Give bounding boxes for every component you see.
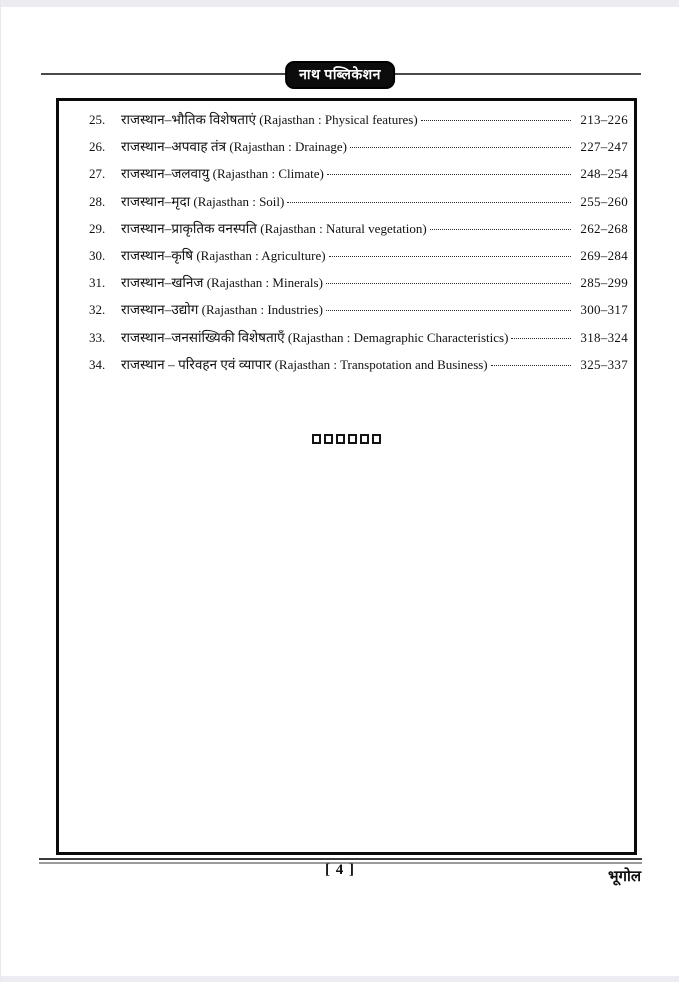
entry-page-range: 213–226 bbox=[580, 112, 628, 127]
entry-title-hindi: राजस्थान–प्राकृतिक वनस्पति bbox=[121, 220, 257, 236]
entry-title bbox=[121, 164, 324, 182]
entry-title-english: (Rajasthan : Transpotation and Business) bbox=[274, 356, 488, 372]
entry-number: 26. bbox=[89, 139, 106, 155]
entry-title-hindi: राजस्थान–उद्योग bbox=[121, 302, 199, 318]
dot-leader bbox=[430, 229, 571, 230]
entry-page-range: 269–284 bbox=[580, 247, 628, 263]
dot-leader bbox=[326, 310, 571, 311]
entry-page-range: 227–247 bbox=[580, 139, 628, 155]
entry-page-range: 300–317 bbox=[580, 302, 628, 318]
entry-title-english: (Rajasthan : Climate) bbox=[212, 166, 324, 182]
dot-leader bbox=[326, 283, 571, 284]
toc-entry bbox=[59, 137, 634, 164]
entry-title-hindi: राजस्थान–अपवाह तंत्र bbox=[121, 139, 227, 155]
entry-number: 28. bbox=[89, 193, 106, 209]
entry-title-hindi: राजस्थान–मृदा bbox=[121, 193, 191, 209]
page-number: [ 4 ] bbox=[325, 862, 355, 878]
entry-title-hindi: राजस्थान – परिवहन एवं व्यापार bbox=[121, 356, 272, 372]
entry-title bbox=[121, 328, 508, 346]
dot-leader bbox=[350, 147, 571, 148]
entry-page-range: 248–254 bbox=[580, 166, 628, 182]
entry-title-english: (Rajasthan : Drainage) bbox=[229, 139, 347, 155]
entry-title-hindi: राजस्थान–जलवायु bbox=[121, 166, 210, 182]
entry-title-english: (Rajasthan : Industries) bbox=[201, 302, 323, 318]
toc-entry bbox=[59, 328, 634, 355]
entry-title-english: (Rajasthan : Demagraphic Characteristics) bbox=[287, 329, 509, 345]
entry-page-range: 262–268 bbox=[580, 220, 628, 236]
publisher-badge: नाथ पब्लिकेशन bbox=[285, 61, 395, 89]
section-end-squares bbox=[59, 434, 634, 444]
entry-page-range: 255–260 bbox=[580, 193, 628, 209]
entry-number: 31. bbox=[89, 275, 106, 291]
toc-entry bbox=[59, 219, 634, 246]
entry-number: 27. bbox=[89, 166, 106, 182]
toc-entry bbox=[59, 164, 634, 191]
entry-title bbox=[121, 300, 323, 318]
entry-title-hindi: राजस्थान–जनसांख्यिकी विशेषताएँ bbox=[121, 329, 285, 345]
dot-leader bbox=[327, 174, 571, 175]
entry-number: 33. bbox=[89, 329, 106, 345]
entry-title bbox=[121, 110, 418, 128]
entry-title-english: (Rajasthan : Natural vegetation) bbox=[260, 220, 427, 236]
entry-title bbox=[121, 246, 326, 264]
entry-number: 30. bbox=[89, 247, 106, 263]
toc-entry bbox=[59, 355, 634, 382]
entry-title-hindi: राजस्थान–भौतिक विशेषताएं bbox=[121, 112, 256, 127]
entry-title-english: (Rajasthan : Minerals) bbox=[206, 275, 323, 291]
entry-page-range: 318–324 bbox=[580, 329, 628, 345]
entry-title-english: (Rajasthan : Agriculture) bbox=[196, 247, 326, 263]
entry-number: 32. bbox=[89, 302, 106, 318]
square-icon bbox=[312, 434, 321, 444]
square-icon bbox=[372, 434, 381, 444]
scan-edge-top bbox=[1, 0, 679, 7]
dot-leader bbox=[511, 338, 571, 339]
entry-number: 34. bbox=[89, 356, 106, 372]
toc-entry bbox=[59, 110, 634, 137]
square-icon bbox=[360, 434, 369, 444]
dot-leader bbox=[491, 365, 571, 366]
entry-number: 25. bbox=[89, 112, 106, 127]
dot-leader bbox=[421, 120, 571, 121]
entry-title-hindi: राजस्थान–कृषि bbox=[121, 247, 194, 263]
toc-box bbox=[56, 98, 637, 855]
dot-leader bbox=[329, 256, 571, 257]
book-title: भूगोल bbox=[607, 869, 641, 885]
entry-number: 29. bbox=[89, 220, 106, 236]
entry-title bbox=[121, 137, 347, 155]
entry-title-hindi: राजस्थान–खनिज bbox=[121, 275, 204, 291]
entry-title-english: (Rajasthan : Physical features) bbox=[259, 112, 418, 127]
scan-edge-bottom bbox=[1, 976, 679, 982]
entry-title bbox=[121, 219, 427, 237]
dot-leader bbox=[287, 202, 571, 203]
square-icon bbox=[324, 434, 333, 444]
entry-title-english: (Rajasthan : Soil) bbox=[193, 193, 285, 209]
square-icon bbox=[336, 434, 345, 444]
entry-title bbox=[121, 273, 323, 291]
toc-entry bbox=[59, 192, 634, 219]
toc-list bbox=[59, 101, 634, 382]
entry-page-range: 285–299 bbox=[580, 275, 628, 291]
toc-entry bbox=[59, 300, 634, 327]
entry-title bbox=[121, 355, 488, 373]
entry-page-range: 325–337 bbox=[580, 356, 628, 372]
square-icon bbox=[348, 434, 357, 444]
toc-entry bbox=[59, 246, 634, 273]
toc-entry bbox=[59, 273, 634, 300]
entry-title bbox=[121, 192, 284, 210]
